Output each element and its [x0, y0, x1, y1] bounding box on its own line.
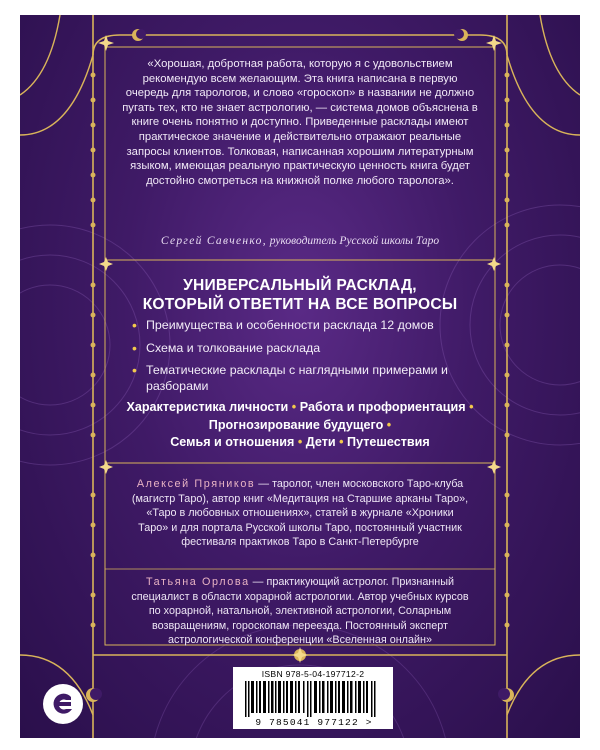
- feature-list: [132, 318, 472, 401]
- isbn-label: ISBN 978-5-04-197712-2: [261, 669, 365, 679]
- author-description: — практикующий астролог. Признанный специалист в области хорарной астрологии. Автор учебных курсов по хорарной, натальной, элективной астрологии, Соларным возвращениям, гороскопам переезда. Постоянный эксперт астрологической конференции «Вселенная онлайн»: [131, 576, 469, 646]
- bullet-icon: •: [386, 417, 392, 432]
- feature-text: Преимущества и особенности расклада 12 домов: [146, 318, 434, 332]
- feature-item: [132, 318, 472, 334]
- barcode-icon: [245, 681, 381, 717]
- topic-item: Работа и профориентация: [299, 400, 466, 414]
- bullet-icon: •: [132, 317, 137, 333]
- feature-text: Схема и толкование расклада: [146, 340, 321, 355]
- review-quote: «Хорошая, добротная работа, которую я с удовольствием рекомендую всем желающим. Эта книга написана в первую очередь для тарологов, и слово «гороскоп» в названии не должно пугать тех, кто не знает астрологию, — система домов объяснена в книге очень понятно и доступно. Приведенные расклады имеют практическое значение и действительно отражают реальные запросы клиентов. Толковая, написанная хорошим литературным языком, имеющая реальную практическую ценность книга будет достойно смотреться на книжной полке любого таролога».: [122, 58, 478, 187]
- barcode-number: 9 785041 977122 >: [255, 717, 373, 728]
- author-name: Алексей Пряников: [136, 478, 256, 490]
- author-description: — таролог, член московского Таро-клуба (магистр Таро), автор книг «Медитация на Старшие арканы Таро», «Таро в любовных отношениях», статей в журнале «Хроники Таро» и для портала Русской школы Таро, постоянный участник фестиваля практиков Таро в Санкт-Петербурге: [131, 478, 469, 548]
- topic-item: Семья и отношения: [170, 435, 295, 449]
- feature-item: [132, 363, 472, 394]
- author-bio: [130, 575, 470, 648]
- headline: [115, 277, 485, 314]
- topic-item: Прогнозирование будущего: [208, 417, 384, 432]
- bullet-icon: •: [339, 435, 348, 449]
- bullet-icon: •: [132, 362, 137, 378]
- bullet-icon: •: [297, 435, 306, 449]
- quote-author-name: Сергей Савченко,: [160, 235, 267, 247]
- barcode-block: [233, 667, 393, 729]
- bullet-icon: •: [132, 339, 137, 356]
- book-back-cover: [20, 15, 580, 738]
- topic-item: Дети: [305, 435, 336, 449]
- feature-item: [132, 341, 472, 357]
- topic-item: Путешествия: [347, 435, 430, 449]
- bullet-icon: •: [291, 400, 300, 414]
- author-bio: [130, 477, 470, 550]
- author-name: Татьяна Орлова: [145, 576, 250, 588]
- topic-list: [118, 399, 482, 452]
- headline-line-1: УНИВЕРСАЛЬНЫЙ РАСКЛАД,: [183, 277, 417, 294]
- publisher-logo-icon: [42, 683, 84, 725]
- quote-attribution: [120, 235, 480, 247]
- headline-line-2: КОТОРЫЙ ОТВЕТИТ НА ВСЕ ВОПРОСЫ: [142, 295, 458, 313]
- feature-text: Тематические расклады с наглядными примерами и разборами: [146, 363, 448, 393]
- quote-author-title: руководитель Русской школы Таро: [269, 235, 440, 247]
- topic-item: Характеристика личности: [126, 400, 289, 414]
- bullet-icon: •: [469, 400, 474, 414]
